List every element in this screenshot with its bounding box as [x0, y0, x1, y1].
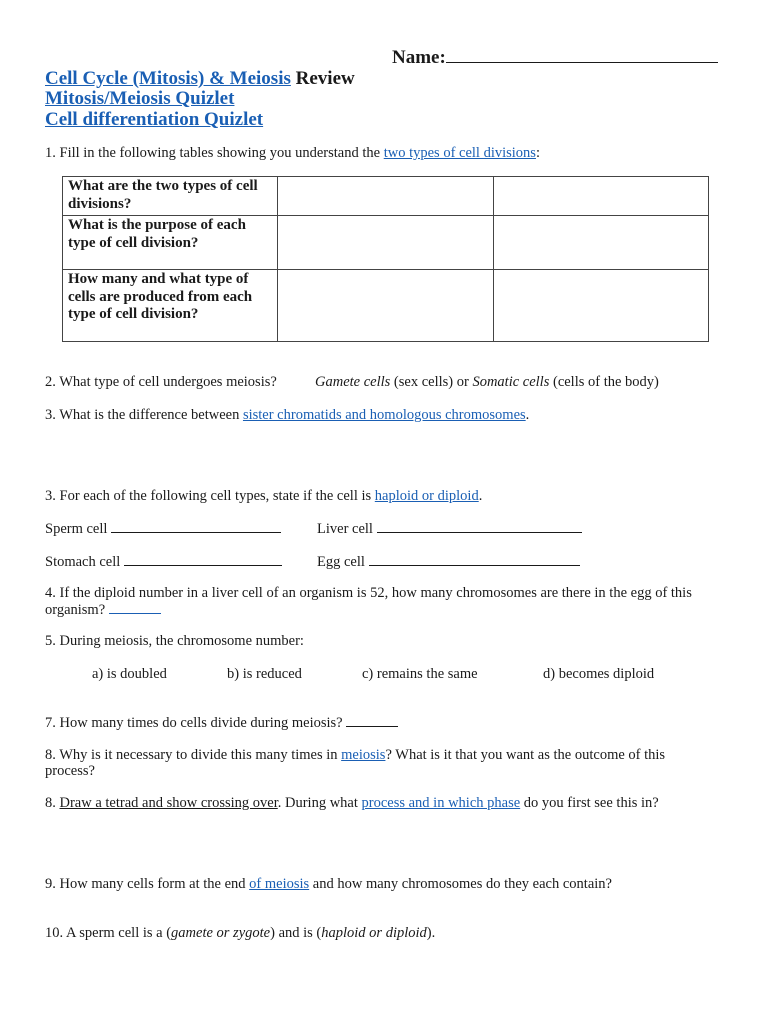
q10-haploid-diploid: haploid or diploid [321, 925, 427, 941]
question-7 [45, 714, 398, 732]
question-5 [45, 633, 304, 650]
q8a-prefix: 8. Why is it necessary to divide this many times in [45, 747, 342, 763]
q3b-prefix: 3. For each of the following cell types, state if the cell is [45, 488, 375, 504]
title-line-3 [45, 109, 263, 131]
stomach-cell-label: Stomach cell [45, 554, 121, 570]
q1-prefix: 1. Fill in the following tables showing you understand the [45, 145, 384, 161]
title-line-2 [45, 88, 234, 110]
q8b-prefix: 8. [45, 795, 60, 811]
question-1 [45, 145, 540, 162]
q3a-suffix: . [525, 407, 530, 423]
table-cell-2-b[interactable] [494, 216, 709, 270]
table-row-3-question [63, 270, 278, 342]
cell-division-table [62, 176, 709, 342]
question-3b [45, 488, 482, 505]
egg-cell-field [317, 553, 580, 571]
q5-option-d-text: d) becomes diploid [543, 666, 655, 682]
mitosis-meiosis-quizlet-link[interactable]: Mitosis/Meiosis Quizlet [45, 88, 235, 109]
q2-opt2-rest: (cells of the body) [549, 374, 659, 390]
q10-suffix: ). [426, 925, 436, 941]
q1-link[interactable]: two types of cell divisions [383, 145, 536, 161]
q5-option-d[interactable] [543, 666, 654, 683]
q5-option-c[interactable] [362, 666, 478, 683]
q1-suffix: : [535, 145, 540, 161]
table-cell-3-b[interactable] [494, 270, 709, 342]
title-line [45, 68, 355, 90]
question-8b [45, 795, 659, 812]
cell-differentiation-quizlet-link[interactable]: Cell differentiation Quizlet [45, 109, 264, 130]
table-row-2-question [63, 216, 278, 270]
q4-line2: organism? [45, 602, 106, 618]
q3b-suffix: . [478, 488, 483, 504]
q3a-link[interactable]: sister chromatids and homologous chromosomes [242, 407, 526, 423]
question-3a [45, 407, 529, 424]
title-suffix: Review [290, 68, 355, 89]
q8a-suffix: ? What is it that you want as the outcome of this [385, 747, 666, 763]
sperm-cell-field [45, 520, 281, 538]
q2-somatic-option[interactable]: Somatic cells [472, 374, 550, 390]
q9-link[interactable]: of meiosis [249, 876, 310, 892]
q9-suffix: and how many chromosomes do they each contain? [309, 876, 612, 892]
question-2 [45, 374, 277, 391]
q5-option-b-text: b) is reduced [227, 666, 302, 682]
q5-option-a[interactable] [92, 666, 167, 683]
table-row-2-text: What is the purpose of each type of cell division? [68, 217, 246, 251]
table-cell-1-b[interactable] [494, 177, 709, 216]
title-link-cell-cycle[interactable]: Cell Cycle (Mitosis) & Meiosis [45, 68, 291, 89]
question-4-line-2 [45, 601, 161, 619]
stomach-cell-blank[interactable] [124, 553, 282, 566]
q5-option-a-text: a) is doubled [92, 666, 167, 682]
table-row-3-text: How many and what type of cells are produced from each type of cell division? [68, 271, 253, 322]
q8b-suffix: do you first see this in? [520, 795, 659, 811]
stomach-cell-field [45, 553, 282, 571]
q3a-prefix: 3. What is the difference between [45, 407, 243, 423]
q8b-link[interactable]: process and in which phase [361, 795, 521, 811]
table-row-1-question [63, 177, 278, 216]
question-9 [45, 876, 612, 893]
q4-line1: 4. If the diploid number in a liver cell of an organism is 52, how many chromosomes are there in the egg of this [45, 585, 692, 601]
q10-gamete-zygote: gamete or zygote [171, 925, 271, 941]
table-cell-1-a[interactable] [278, 177, 494, 216]
table-cell-3-a[interactable] [278, 270, 494, 342]
q10-middle: ) and is ( [270, 925, 322, 941]
q5-option-b[interactable] [227, 666, 302, 683]
q9-prefix: 9. How many cells form at the end [45, 876, 250, 892]
q2-opt1-rest: (sex cells) or [390, 374, 473, 390]
question-2-options [315, 374, 659, 391]
q7-answer-blank[interactable] [346, 714, 398, 727]
q10-prefix: 10. A sperm cell is a ( [45, 925, 172, 941]
name-blank[interactable] [446, 46, 718, 63]
q7-text: 7. How many times do cells divide during meiosis? [45, 715, 343, 731]
table-row-1-text: What are the two types of cell divisions? [68, 178, 258, 212]
liver-cell-blank[interactable] [377, 520, 582, 533]
egg-cell-blank[interactable] [369, 553, 580, 566]
q2-gamete-option[interactable]: Gamete cells [315, 374, 391, 390]
name-field-label [392, 46, 718, 69]
q4-answer-blank[interactable] [109, 601, 161, 614]
liver-cell-label: Liver cell [317, 521, 373, 537]
question-8a-line-2 [45, 763, 95, 780]
q8a-meiosis-link[interactable]: meiosis [341, 747, 386, 763]
question-10 [45, 925, 435, 942]
question-8a-line-1 [45, 747, 665, 764]
q2-text: 2. What type of cell undergoes meiosis? [45, 374, 277, 390]
q5-text: 5. During meiosis, the chromosome number: [45, 633, 304, 649]
liver-cell-field [317, 520, 582, 538]
sperm-cell-label: Sperm cell [45, 521, 108, 537]
egg-cell-label: Egg cell [317, 554, 365, 570]
table-cell-2-a[interactable] [278, 216, 494, 270]
question-4-line-1 [45, 585, 692, 602]
q8a-line2: process? [45, 763, 95, 779]
sperm-cell-blank[interactable] [111, 520, 281, 533]
q3b-link[interactable]: haploid or diploid [374, 488, 479, 504]
q8b-middle: . During what [277, 795, 362, 811]
q8b-underlined: Draw a tetrad and show crossing over [59, 795, 278, 811]
name-label: Name: [392, 47, 446, 68]
q5-option-c-text: c) remains the same [362, 666, 478, 682]
